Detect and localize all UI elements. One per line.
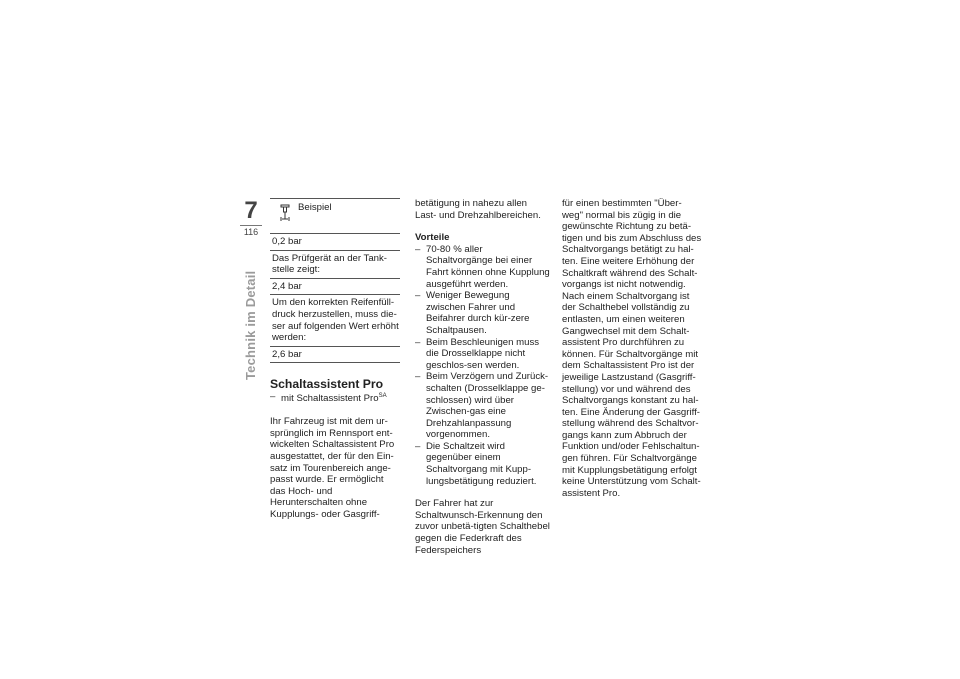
list-item: – Beim Beschleunigen muss die Drosselklappe nicht geschlos-sen werden. xyxy=(415,337,550,372)
paragraph: Der Fahrer hat zur Schaltwunsch-Erkennung den zuvor unbetä-tigten Schalthebel gegen die Federkraft des Federspeichers xyxy=(415,498,550,556)
table-row: Das Prüfgerät an der Tank-stelle zeigt: xyxy=(270,251,400,279)
list-item xyxy=(270,391,400,405)
vorteile-list xyxy=(415,244,550,487)
table-row: 0,2 bar xyxy=(270,234,400,251)
list-item: – 70-80 % aller Schaltvorgänge bei einer Fahrt können ohne Kupplung ausgeführt werden. xyxy=(415,244,550,290)
paragraph: für einen bestimmten "Über-weg" normal bis zügig in die gewünschte Richtung zu betä-tigen und bis zum Abschluss des Schaltvorgangs betätigt zu hal-ten. Eine weitere Erhöhung der Schaltkraft während des Schalt-vorgangs ist nicht notwendig. Nach einem Schaltvorgang ist der Schalthebel vollständig zu entlasten, um einen weiteren Gangwechsel mit dem Schalt-assistent Pro durchführen zu können. Für Schaltvorgänge mit dem Schaltassistent Pro ist der jeweilige Lastzustand (Gasgriff-stellung) vor und während des Schaltvorgangs konstant zu hal-ten. Eine Änderung der Gasgriff-stellung während des Schaltvor-gangs kann zum Abbruch der Funktion und/oder Fehlschaltun-gen führen. Für Schaltvorgänge mit Kupplungsbetätigung erfolgt keine Unterstützung vom Schalt-assistent Pro. xyxy=(562,198,702,499)
chapter-number: 7 xyxy=(244,197,258,224)
column-1 xyxy=(270,198,400,520)
chapter-divider xyxy=(240,225,262,226)
page-number: 116 xyxy=(243,227,259,237)
column-3 xyxy=(562,198,702,499)
vorteile-heading: Vorteile xyxy=(415,232,450,244)
paragraph: Ihr Fahrzeug ist mit dem ur-sprünglich im Rennsport ent-wickelten Schaltassistent Pro ausgestattet, der für den Ein-satz im Tourenbereich ange-passt wurde. Er ermöglicht das Hoch- und Herunterschalten ohne Kupplungs- oder Gasgriff- xyxy=(270,416,395,520)
equipment-sup: SA xyxy=(378,393,387,400)
table-row: Um den korrekten Reifenfüll-druck herzustellen, muss die-ser auf folgenden Wert erhöht werden: xyxy=(270,295,400,346)
equipment-text: mit Schaltassistent Pro xyxy=(281,393,379,405)
example-table xyxy=(270,198,400,363)
list-item: – Die Schaltzeit wird gegenüber einem Schaltvorgang mit Kupp-lungsbetätigung reduziert. xyxy=(415,441,550,487)
table-row: 2,6 bar xyxy=(270,347,400,364)
paragraph: betätigung in nahezu allen Last- und Drehzahlbereichen. xyxy=(415,198,541,221)
chapter-title: Technik im Detail xyxy=(243,270,258,380)
table-header-row xyxy=(270,199,400,234)
equipment-note xyxy=(270,391,400,405)
section-heading: Schaltassistent Pro xyxy=(270,377,384,392)
list-item: – Beim Verzögern und Zurück-schalten (Drosselklappe ge-schlossen) wird über Zwischen-gas eine Drehzahlanpassung vorgenommen. xyxy=(415,371,550,441)
table-header-label: Beispiel xyxy=(298,202,332,213)
list-item: – Weniger Bewegung zwischen Fahrer und Beifahrer durch kür-zere Schaltpausen. xyxy=(415,290,550,336)
wrench-icon xyxy=(280,204,290,222)
column-2 xyxy=(415,198,550,556)
table-row: 2,4 bar xyxy=(270,279,400,296)
